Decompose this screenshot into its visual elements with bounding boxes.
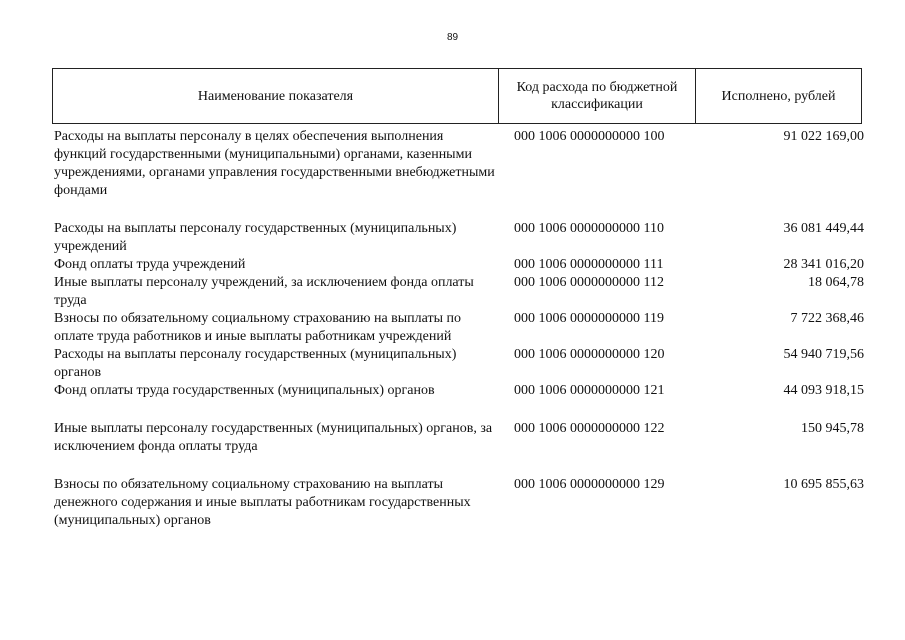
- row-code: 000 1006 0000000000 120: [514, 347, 665, 362]
- table-row: [52, 476, 864, 530]
- row-code: 000 1006 0000000000 122: [514, 421, 665, 436]
- table-row: [52, 346, 864, 382]
- table-row: [52, 220, 864, 256]
- table-row: [52, 382, 864, 400]
- row-amount: 91 022 169,00: [783, 129, 864, 144]
- header-name: Наименование показателя: [53, 69, 499, 123]
- row-amount: 18 064,78: [808, 275, 864, 290]
- header-code: Код расхода по бюджетной классификации: [499, 69, 696, 123]
- row-name: Взносы по обязательному социальному страхованию на выплаты по оплате труда работников и иные выплаты работникам учреждений: [54, 311, 462, 344]
- row-amount: 44 093 918,15: [783, 383, 864, 398]
- row-name: Иные выплаты персоналу государственных (муниципальных) органов, за исключением фонда оплаты труда: [54, 421, 493, 454]
- row-code: 000 1006 0000000000 119: [514, 311, 664, 326]
- row-name: Расходы на выплаты персоналу государственных (муниципальных) органов: [54, 347, 457, 380]
- table-header: [52, 68, 862, 124]
- page-number: 89: [446, 32, 459, 43]
- row-name: Фонд оплаты труда государственных (муниципальных) органов: [54, 383, 435, 398]
- row-amount: 36 081 449,44: [783, 221, 864, 236]
- row-amount: 28 341 016,20: [783, 257, 864, 272]
- row-code: 000 1006 0000000000 121: [514, 383, 665, 398]
- table-row: [52, 256, 864, 274]
- row-code: 000 1006 0000000000 111: [514, 257, 664, 272]
- row-name: Расходы на выплаты персоналу в целях обеспечения выполнения функций государственными (муниципальными) органами, казенными учреждениями, органами управления государственными внебюджетными фондами: [54, 129, 495, 198]
- row-name: Расходы на выплаты персоналу государственных (муниципальных) учреждений: [54, 221, 457, 254]
- row-amount: 54 940 719,56: [783, 347, 864, 362]
- row-amount: 10 695 855,63: [783, 477, 864, 492]
- header-amount: Исполнено, рублей: [721, 88, 836, 104]
- table-row: [52, 274, 864, 310]
- row-amount: 150 945,78: [801, 421, 864, 436]
- row-amount: 7 722 368,46: [790, 311, 864, 326]
- row-name: Взносы по обязательному социальному страхованию на выплаты денежного содержания и иные выплаты работникам государственных (муниципальных) органов: [54, 477, 471, 528]
- row-code: 000 1006 0000000000 129: [514, 477, 665, 492]
- row-code: 000 1006 0000000000 112: [514, 275, 664, 290]
- table-row: [52, 310, 864, 346]
- row-code: 000 1006 0000000000 100: [514, 129, 665, 144]
- row-code: 000 1006 0000000000 110: [514, 221, 664, 236]
- row-name: Фонд оплаты труда учреждений: [54, 257, 246, 272]
- table-row: [52, 128, 864, 200]
- table-body: [52, 128, 864, 530]
- table-row: [52, 420, 864, 456]
- row-name: Иные выплаты персоналу учреждений, за исключением фонда оплаты труда: [54, 275, 474, 308]
